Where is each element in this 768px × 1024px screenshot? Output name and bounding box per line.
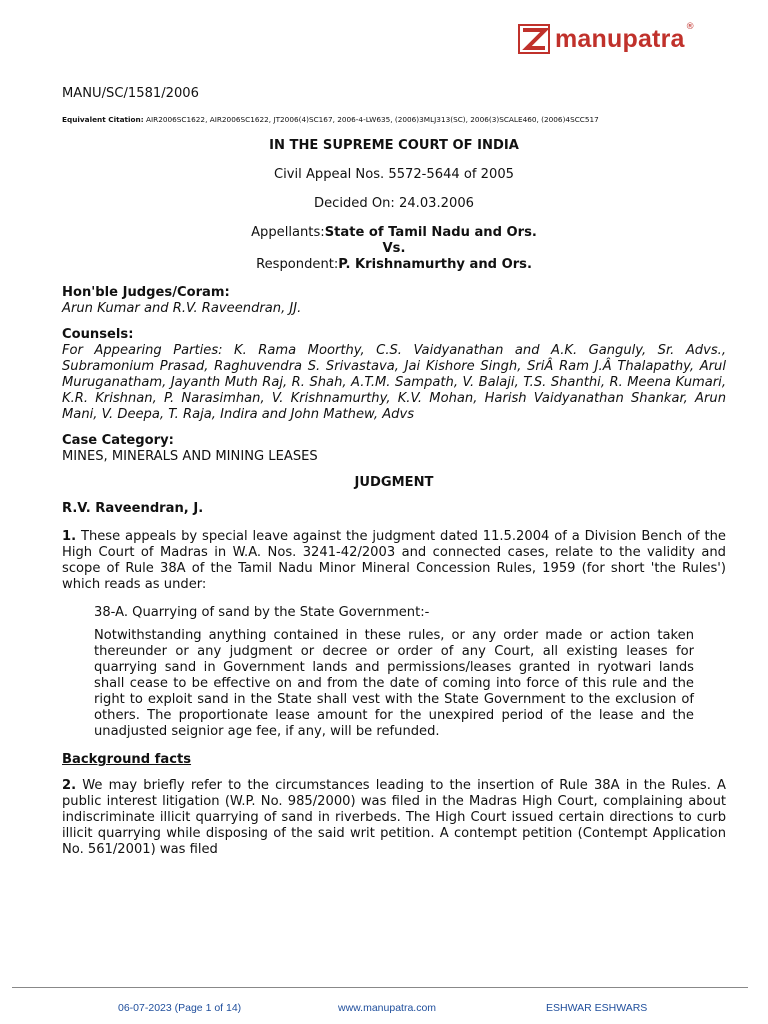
paragraph-2 xyxy=(62,778,726,858)
quoted-rule-title: 38-A. Quarrying of sand by the State Government:- xyxy=(94,605,430,620)
judgment-author: R.V. Raveendran, J. xyxy=(62,501,204,516)
judgment-heading: JUDGMENT xyxy=(354,475,434,490)
document-body xyxy=(62,86,726,858)
equivalent-citation xyxy=(62,115,726,125)
decided-on: Decided On: 24.03.2006 xyxy=(314,196,474,211)
paragraph-2-number: 2. xyxy=(62,778,77,793)
paragraph-1-text: These appeals by special leave against the judgment dated 11.5.2004 of a Division Bench of the High Court of Madras in W.A. Nos. 3241-42/2003 and connected cases, relate to the validity and scope of Rule 38A of the Tamil Nadu Minor Mineral Concession Rules, 1959 (for short 'the Rules') which reads as under: xyxy=(62,529,726,592)
background-facts-heading: Background facts xyxy=(62,752,192,767)
respondent-line xyxy=(62,257,726,273)
paragraph-1 xyxy=(62,529,726,593)
equivalent-citation-value: AIR2006SC1622, AIR2006SC1622, JT2006(4)SC167, 2006-4-LW635, (2006)3MLJ313(SC), 2006(3)SCALE460, (2006)4SCC517 xyxy=(145,115,599,124)
footer-divider xyxy=(12,987,748,988)
paragraph-2-text: We may briefly refer to the circumstances leading to the insertion of Rule 38A in the Rules. A public interest litigation (W.P. No. 985/2000) was filed in the Madras High Court, complaining about indiscriminate illicit quarrying of sand in riverbeds. The High Court issued certain directions to curb illicit quarrying while disposing of the said writ petition. A contempt petition (Contempt Application No. 561/2001) was filed xyxy=(62,778,726,857)
registered-mark: ® xyxy=(685,22,695,32)
appellants-label: Appellants: xyxy=(251,225,325,240)
manu-citation-id: MANU/SC/1581/2006 xyxy=(62,86,199,101)
court-name: IN THE SUPREME COURT OF INDIA xyxy=(269,138,519,153)
footer-user-name: ESHWAR ESHWARS xyxy=(546,1002,648,1014)
paragraph-1-number: 1. xyxy=(62,529,77,544)
appellants-line xyxy=(62,225,726,241)
counsels-text: For Appearing Parties: K. Rama Moorthy, C.S. Vaidyanathan and A.K. Ganguly, Sr. Advs., Subramonium Prasad, Raghuvendra S. Srivastava, Jai Kishore Singh, SriÂ Ram J.Â Thalapathy, Arul Muruganatham, Jayanth Muth Raj, R. Shah, A.T.M. Sampath, V. Balaji, T.S. Shanthi, R. Meena Kumari, K.R. Krishnan, P. Narasimhan, V. Krishnamurthy, K.V. Mohan, Harish Vaidyanathan Shankar, Arun Mani, V. Deepa, T. Raja, Indira and John Mathew, Advs xyxy=(62,343,726,422)
footer-date-page: 06-07-2023 (Page 1 of 14) xyxy=(118,1002,242,1014)
respondent-label: Respondent: xyxy=(256,257,339,272)
judges-names: Arun Kumar and R.V. Raveendran, JJ. xyxy=(62,301,302,316)
respondent-name: P. Krishnamurthy and Ors. xyxy=(338,257,532,272)
case-category-heading: Case Category: xyxy=(62,433,174,448)
manupatra-logo-icon xyxy=(518,24,550,54)
quoted-rule-body: Notwithstanding anything contained in these rules, or any order made or action taken thereunder or any judgment or decree or order of any Court, all existing leases for quarrying sand in Government lands and permissions/leases granted in ryotwari lands shall cease to be effective on and from the date of coming into force of this rule and the right to exploit sand in the State shall vest with the State Government to the exclusion of others. The proportionate lease amount for the unexpired period of the lease and the unadjusted seignior age fee, if any, will be refunded. xyxy=(94,628,694,739)
equivalent-citation-label: Equivalent Citation: xyxy=(62,115,144,124)
judges-heading: Hon'ble Judges/Coram: xyxy=(62,285,230,300)
appeal-number: Civil Appeal Nos. 5572-5644 of 2005 xyxy=(273,167,515,182)
counsels-heading: Counsels: xyxy=(62,327,134,342)
brand-name: manupatra xyxy=(555,24,685,53)
case-category-value: MINES, MINERALS AND MINING LEASES xyxy=(62,449,318,464)
versus: Vs. xyxy=(382,241,406,256)
footer-website-link[interactable]: www.manupatra.com xyxy=(338,1002,437,1014)
appellants-name: State of Tamil Nadu and Ors. xyxy=(324,225,537,240)
manupatra-logo xyxy=(518,24,695,54)
